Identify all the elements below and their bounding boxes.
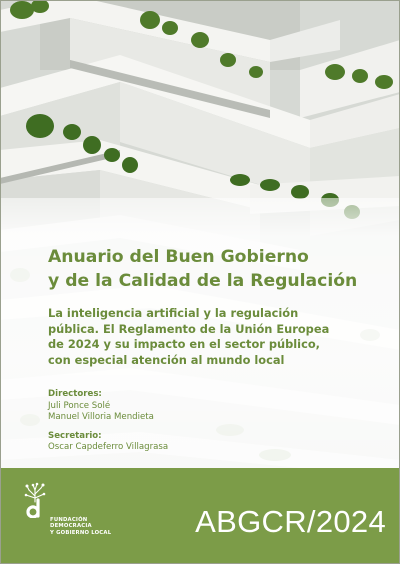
credits [48,389,308,454]
series-code: ABGCR/2024 [195,504,386,539]
subtitle-line-1: La inteligencia artificial y la regulación [48,306,299,320]
subtitle-line-3: de 2024 y su impacto en el sector público, [48,337,320,351]
publisher-name [50,517,140,536]
title-line-1: Anuario del Buen Gobierno [48,246,309,267]
publisher-line: DEMOCRACIA [50,523,92,530]
title-line-2: y de la Calidad de la Regulación [48,270,358,291]
secretary-label: Secretario: [48,430,102,441]
cover-title [48,245,388,293]
director-name: Juli Ponce Solé [48,400,111,411]
foundation-tree-logo-icon [22,482,48,518]
director-name: Manuel Villoria Mendieta [48,412,154,422]
subtitle-line-2: pública. El Reglamento de la Unión Europea [48,321,330,336]
cover-subtitle [48,306,378,368]
footer-band [0,468,400,564]
publisher-line: FUNDACIÓN [50,517,88,523]
subtitle-line-4: con especial atención al mundo local [48,352,285,367]
directors-label: Directores: [48,389,102,399]
publisher-line: Y GOBIERNO LOCAL [50,529,112,536]
secretary-name: Oscar Capdeferro Villagrasa [48,442,169,452]
